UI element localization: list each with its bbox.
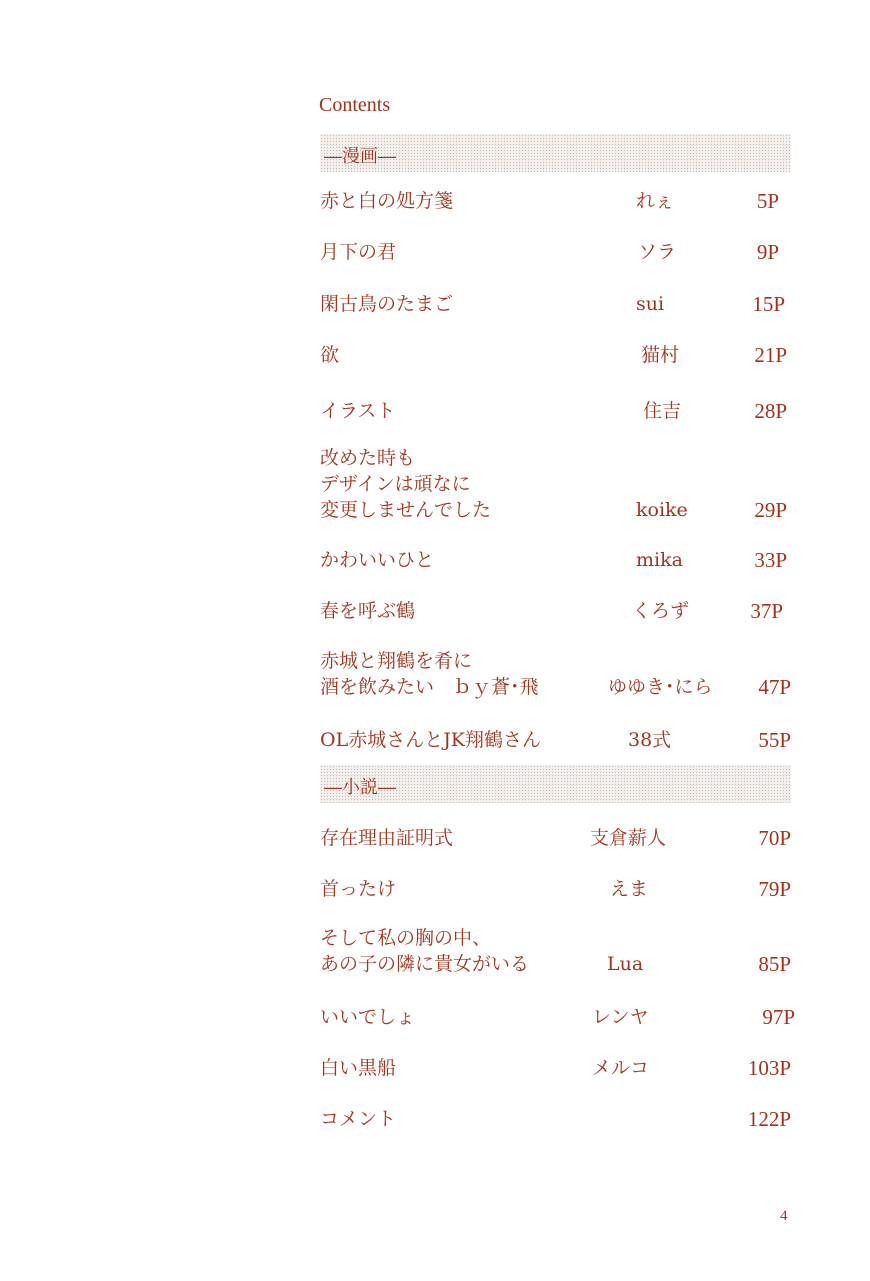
entry-page: 85P: [758, 952, 791, 976]
entry-page: 70P: [758, 826, 791, 850]
toc-entry: [320, 598, 795, 624]
entry-page: 103P: [747, 1056, 791, 1080]
entry-page: 29P: [754, 498, 787, 522]
entry-title: いいでしょ: [320, 1006, 416, 1028]
entry-author: 猫村: [641, 344, 680, 366]
entry-title: 存在理由証明式: [320, 827, 454, 849]
entry-title: 首ったけ: [320, 878, 397, 900]
entry-author: koike: [636, 499, 688, 521]
entry-title: コメント: [320, 1108, 397, 1130]
entry-title: OL赤城さんとJK翔鶴さん: [320, 729, 542, 751]
entry-page: 9P: [756, 240, 779, 264]
toc-entry: [320, 445, 795, 523]
toc-entry: [320, 398, 795, 424]
entry-title: 赤と白の処方箋: [320, 190, 454, 212]
entry-title: イラスト: [320, 400, 396, 422]
section-band-novel: [320, 765, 791, 803]
entry-author: くろず: [632, 600, 690, 622]
entry-author: mika: [636, 549, 683, 571]
entry-page: 5P: [756, 189, 779, 213]
entry-author: ソラ: [638, 241, 677, 263]
toc-entry: [320, 876, 795, 902]
entry-author: レンヤ: [592, 1006, 649, 1028]
entry-page: 21P: [754, 343, 787, 367]
toc-entry: [320, 547, 795, 573]
toc-entry: [320, 825, 795, 851]
entry-page: 37P: [750, 599, 783, 623]
entry-author: 支倉薪人: [590, 827, 667, 849]
entry-title: 改めた時も デザインは頑なに 変更しませんでした: [320, 447, 492, 521]
toc-entry: [320, 342, 795, 368]
entry-page: 28P: [754, 399, 787, 423]
entry-page: 55P: [758, 728, 791, 752]
entry-title: 赤城と翔鶴を肴に 酒を飲みたい ｂｙ蒼･飛: [320, 650, 539, 698]
entry-title: 白い黒船: [320, 1057, 397, 1079]
entry-page: 97P: [762, 1005, 795, 1029]
entry-page: 47P: [758, 675, 791, 699]
entry-author: れぇ: [636, 190, 675, 212]
entry-page: 33P: [754, 548, 787, 572]
toc-entry: [320, 188, 795, 214]
section-band-manga: [320, 134, 791, 172]
toc-entry: [320, 239, 795, 265]
entry-title: かわいいひと: [320, 549, 435, 571]
entry-page: 15P: [752, 292, 785, 316]
entry-author: 住吉: [643, 400, 682, 422]
entry-title: 春を呼ぶ鶴: [320, 600, 416, 622]
toc-entry: [320, 291, 795, 317]
toc-entry: [320, 1106, 795, 1132]
toc-entry: [320, 1004, 795, 1030]
toc-entry: [320, 727, 795, 753]
entry-author: 38式: [628, 729, 672, 751]
section-label-novel: ―小説―: [324, 777, 396, 798]
entry-page: 79P: [758, 877, 791, 901]
entry-author: えま: [610, 878, 649, 900]
entry-title: 閑古鳥のたまご: [320, 293, 454, 315]
section-label-manga: ―漫画―: [324, 146, 396, 167]
entry-page: 122P: [747, 1107, 791, 1131]
entry-title: 欲: [320, 344, 340, 366]
page-number: 4: [780, 1208, 788, 1224]
toc-entry: [320, 648, 795, 700]
entry-author: ゆゆき･にら: [608, 676, 713, 698]
entry-title: 月下の君: [320, 241, 397, 263]
entry-author: Lua: [607, 953, 644, 975]
contents-heading: Contents: [319, 94, 391, 116]
toc-entry: [320, 1055, 795, 1081]
toc-entry: [320, 925, 795, 977]
entry-title: そして私の胸の中、 あの子の隣に貴女がいる: [320, 927, 530, 975]
entry-author: sui: [636, 293, 665, 315]
entry-author: メルコ: [592, 1057, 650, 1079]
